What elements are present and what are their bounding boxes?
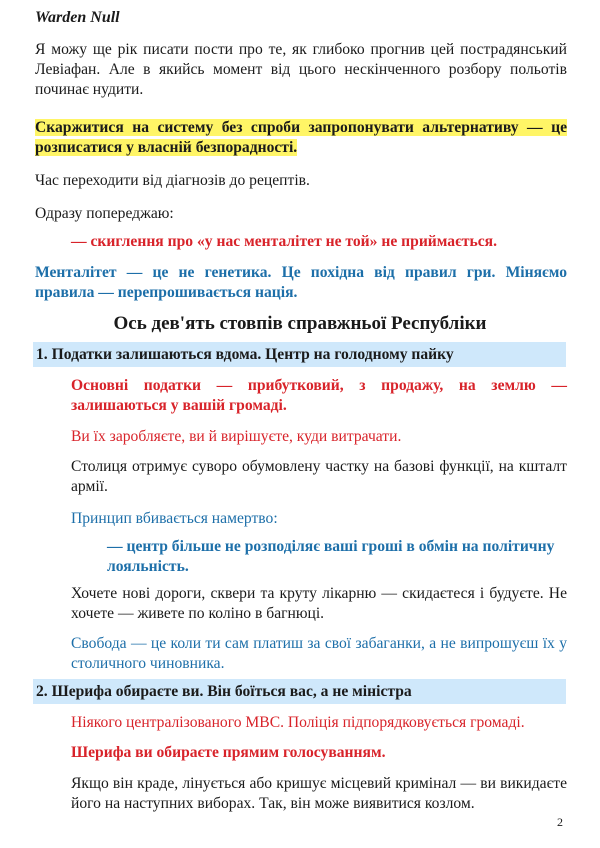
mentality-quote: — скиглення про «у нас менталітет не той» не приймається. <box>71 233 498 250</box>
section-2-paragraph-1: Ніякого централізованого МВС. Поліція підпорядковується громаді. <box>71 714 525 731</box>
section-1-paragraph-7: Свобода — це коли ти сам платиш за свої забаганки, а не випрошуєш їх у столичного чиновника. <box>71 635 567 672</box>
warning-line: Одразу попереджаю: <box>35 205 174 222</box>
section-1-paragraph-5: — центр більше не розподіляє ваші гроші в обмін на політичну лояльність. <box>107 538 555 575</box>
section-2-paragraph-2: Шерифа ви обираєте прямим голосуванням. <box>71 744 386 761</box>
intro-paragraph: Я можу ще рік писати пости про те, як глибоко прогнив цей пострадянський Левіафан. Але в якийсь момент від цього нескінченного розбору польотів починає нудити. <box>35 41 567 98</box>
main-title: Ось дев'ять стовпів справжньої Республіки <box>113 313 487 334</box>
recipes-line: Час переходити від діагнозів до рецептів. <box>35 172 310 189</box>
section-1-heading: 1. Податки залишаються вдома. Центр на голодному пайку <box>33 342 566 367</box>
section-1-paragraph-4: Принцип вбивається намертво: <box>71 510 278 527</box>
highlight-paragraph <box>35 118 567 158</box>
section-1-paragraph-1: Основні податки — прибутковий, з продажу, на землю — залишаються у вашій громаді. <box>71 377 567 414</box>
section-1-paragraph-3: Столиця отримує суворо обумовлену частку на базові функції, на кшталт армії. <box>71 458 567 495</box>
mentality-statement: Менталітет — це не генетика. Це похідна від правил гри. Міняємо правила — перепрошивається нація. <box>35 264 567 301</box>
section-2-heading: 2. Шерифа обираєте ви. Він боїться вас, а не міністра <box>33 679 566 704</box>
section-2-paragraph-3: Якщо він краде, лінується або кришує місцевий кримінал — ви викидаєте його на наступних виборах. Так, він може виявитися козлом. <box>71 775 567 812</box>
section-1-paragraph-6: Хочете нові дороги, сквери та круту лікарню — скидаєтеся і будуєте. Не хочете — живете по коліно в багнюці. <box>71 585 567 622</box>
section-1-paragraph-2: Ви їх заробляєте, ви й вирішуєте, куди витрачати. <box>71 428 402 445</box>
highlighted-text: Скаржитися на систему без спроби запропонувати альтернативу — це розписатися у власній безпорадності. <box>35 119 567 156</box>
page-number: 2 <box>557 815 563 829</box>
author-name: Warden Null <box>35 9 120 26</box>
